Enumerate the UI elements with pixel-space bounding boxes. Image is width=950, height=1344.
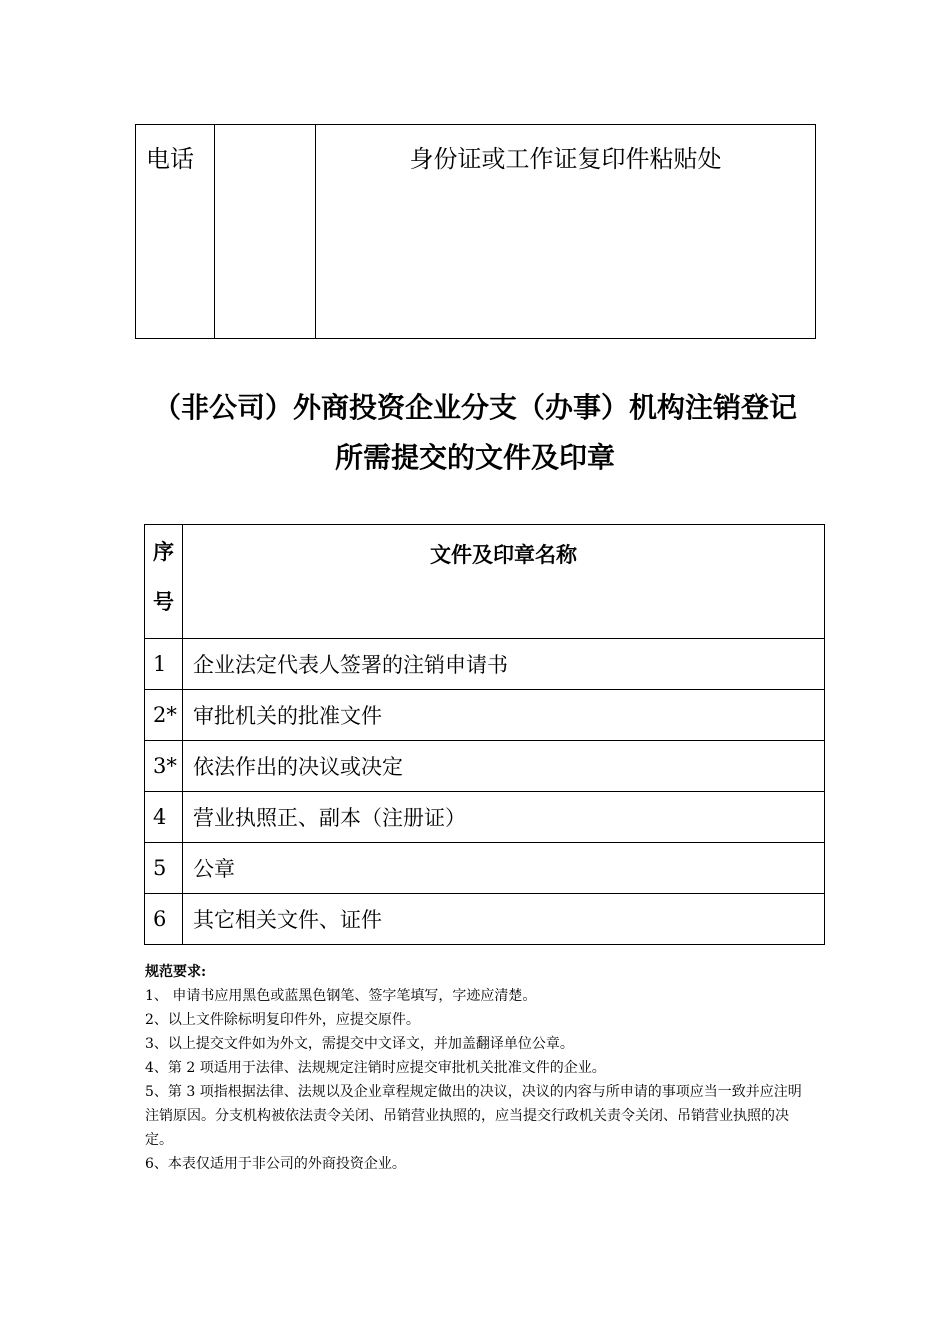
- phone-label: 电话: [136, 125, 215, 339]
- note-item: 6、本表仅适用于非公司的外商投资企业。: [145, 1156, 406, 1172]
- row-document-name: 企业法定代表人签署的注销申请书: [183, 639, 825, 690]
- row-document-name: 其它相关文件、证件: [183, 894, 825, 945]
- row-document-name: 审批机关的批准文件: [183, 690, 825, 741]
- note-item: 4、第 2 项适用于法律、法规规定注销时应提交审批机关批准文件的企业。: [145, 1060, 606, 1076]
- table-row: [145, 741, 825, 792]
- header-number: [145, 525, 183, 639]
- phone-value-cell[interactable]: [215, 125, 316, 339]
- notes-title: 规范要求:: [145, 964, 207, 980]
- note-item: 1、 申请书应用黑色或蓝黑色钢笔、签字笔填写，字迹应清楚。: [145, 988, 537, 1004]
- note-item: 2、以上文件除标明复印件外，应提交原件。: [145, 1012, 420, 1028]
- row-number: 2*: [145, 690, 183, 741]
- table-row: [145, 690, 825, 741]
- documents-table: [144, 524, 825, 945]
- row-document-name: 公章: [183, 843, 825, 894]
- header-number-line-2: 号: [153, 589, 174, 614]
- table-row: [145, 894, 825, 945]
- note-item: 3、以上提交文件如为外文，需提交中文译文，并加盖翻译单位公章。: [145, 1036, 574, 1052]
- header-number-line-1: 序: [153, 539, 174, 564]
- table-row: [145, 792, 825, 843]
- page-title-line-1: （非公司）外商投资企业分支（办事）机构注销登记: [152, 391, 797, 424]
- table-row: [145, 639, 825, 690]
- row-number: 1: [145, 639, 183, 690]
- table-header-row: [145, 525, 825, 639]
- page-title-line-2: 所需提交的文件及印章: [334, 441, 615, 474]
- header-document-name: 文件及印章名称: [183, 525, 825, 639]
- id-copy-paste-area: 身份证或工作证复印件粘贴处: [316, 125, 816, 339]
- row-number: 3*: [145, 741, 183, 792]
- row-document-name: 营业执照正、副本（注册证）: [183, 792, 825, 843]
- row-number: 6: [145, 894, 183, 945]
- requirements-notes: [145, 960, 815, 1176]
- row-document-name: 依法作出的决议或决定: [183, 741, 825, 792]
- row-number: 4: [145, 792, 183, 843]
- table-row: [145, 843, 825, 894]
- row-number: 5: [145, 843, 183, 894]
- note-item: 5、第 3 项指根据法律、法规以及企业章程规定做出的决议，决议的内容与所申请的事项应当一致并应注明注销原因。分支机构被依法责令关闭、吊销营业执照的，应当提交行政机关责令关闭、吊销营业执照的决定。: [145, 1084, 802, 1148]
- id-attachment-table: [135, 124, 816, 339]
